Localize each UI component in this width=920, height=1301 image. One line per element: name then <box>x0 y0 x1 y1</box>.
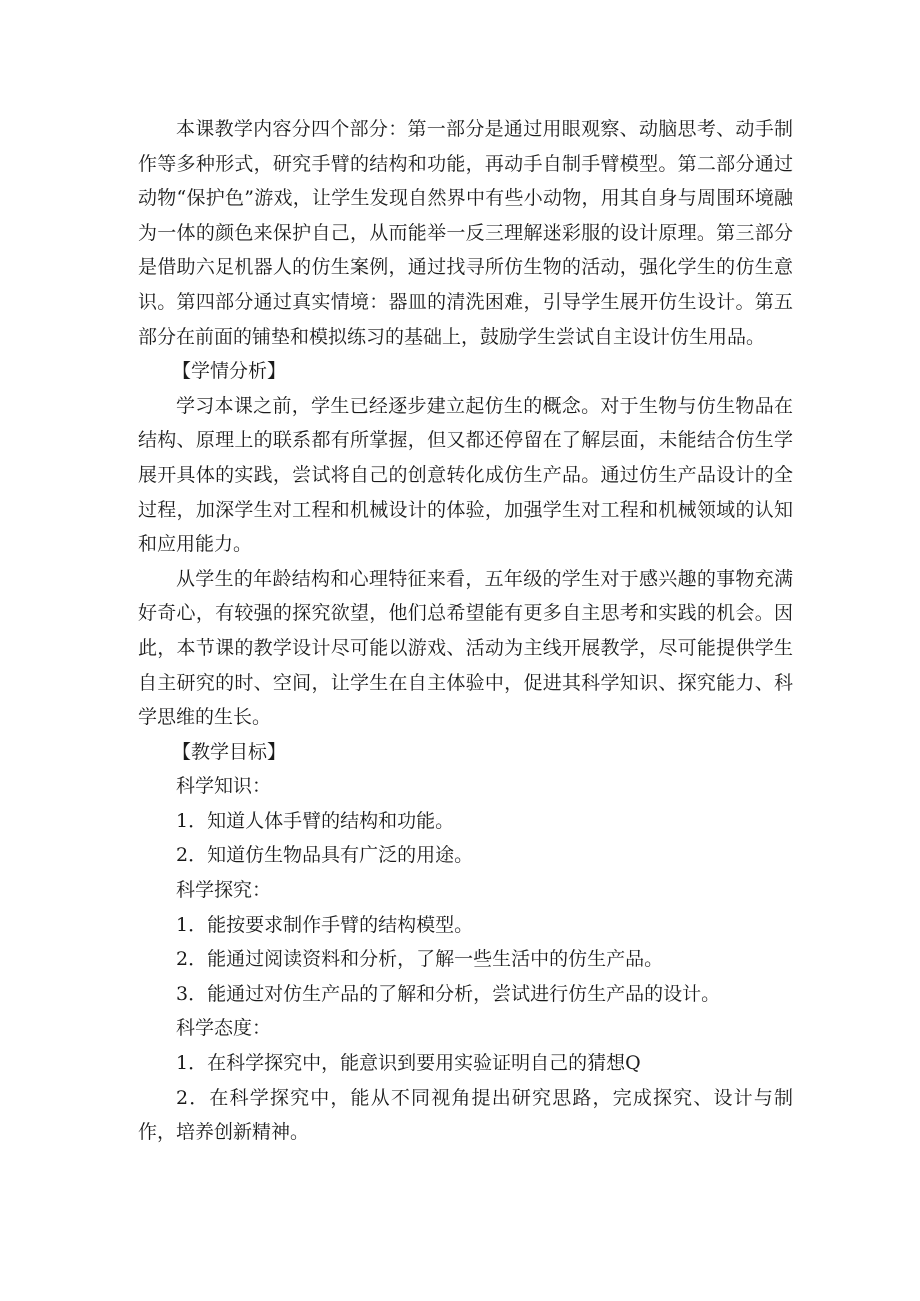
analysis-heading: 【学情分析】 <box>172 360 287 383</box>
inquiry-item-3: 3．能通过对仿生产品的了解和分析，尝试进行仿生产品的设计。 <box>176 982 721 1005</box>
objectives-heading: 【教学目标】 <box>172 740 287 763</box>
inquiry-item-2: 2．能通过阅读资料和分析，了解一些生活中的仿生产品。 <box>176 948 664 971</box>
attitude-title: 科学态度： <box>176 1017 272 1040</box>
intro-paragraph: 本课教学内容分四个部分：第一部分是通过用眼观察、动脑思考、动手制作等多种形式，研究手臂的结构和功能，再动手自制手臂模型。第二部分通过动物“保护色”游戏，让学生发现自然界中有些小动物，用其自身与周围环境融为一体的颜色来保护自己，从而能举一反三理解迷彩服的设计原理。第三部分是借助六足机器人的仿生案例，通过找寻所仿生物的活动，强化学生的仿生意识。第四部分通过真实情境：器皿的清洗困难，引导学生展开仿生设计。第五部分在前面的铺垫和模拟练习的基础上，鼓励学生尝试自主设计仿生用品。 <box>138 118 793 348</box>
inquiry-item-1: 1．能按要求制作手臂的结构模型。 <box>176 913 474 936</box>
analysis-paragraph-2: 从学生的年龄结构和心理特征来看，五年级的学生对于感兴趣的事物充满好奇心，有较强的探究欲望，他们总希望能有更多自主思考和实践的机会。因此，本节课的教学设计尽可能以游戏、活动为主线开展教学，尽可能提供学生自主研究的时、空间，让学生在自主体验中，促进其科学知识、探究能力、科学思维的生长。 <box>138 567 793 729</box>
attitude-item-2: 2．在科学探究中，能从不同视角提出研究思路，完成探究、设计与制作，培养创新精神。 <box>138 1086 793 1144</box>
inquiry-title: 科学探究： <box>176 879 272 902</box>
knowledge-item-1: 1．知道人体手臂的结构和功能。 <box>176 809 455 832</box>
analysis-paragraph-1: 学习本课之前，学生已经逐步建立起仿生的概念。对于生物与仿生物品在结构、原理上的联系都有所掌握，但又都还停留在了解层面，未能结合仿生学展开具体的实践，尝试将自己的创意转化成仿生产品。通过仿生产品设计的全过程，加深学生对工程和机械设计的体验，加强学生对工程和机械领域的认知和应用能力。 <box>138 394 793 556</box>
document-page <box>138 112 793 1150</box>
knowledge-item-2: 2．知道仿生物品具有广泛的用途。 <box>176 844 474 867</box>
attitude-item-1: 1．在科学探究中，能意识到要用实验证明自己的猜想Q <box>176 1052 641 1075</box>
knowledge-title: 科学知识： <box>176 775 272 798</box>
